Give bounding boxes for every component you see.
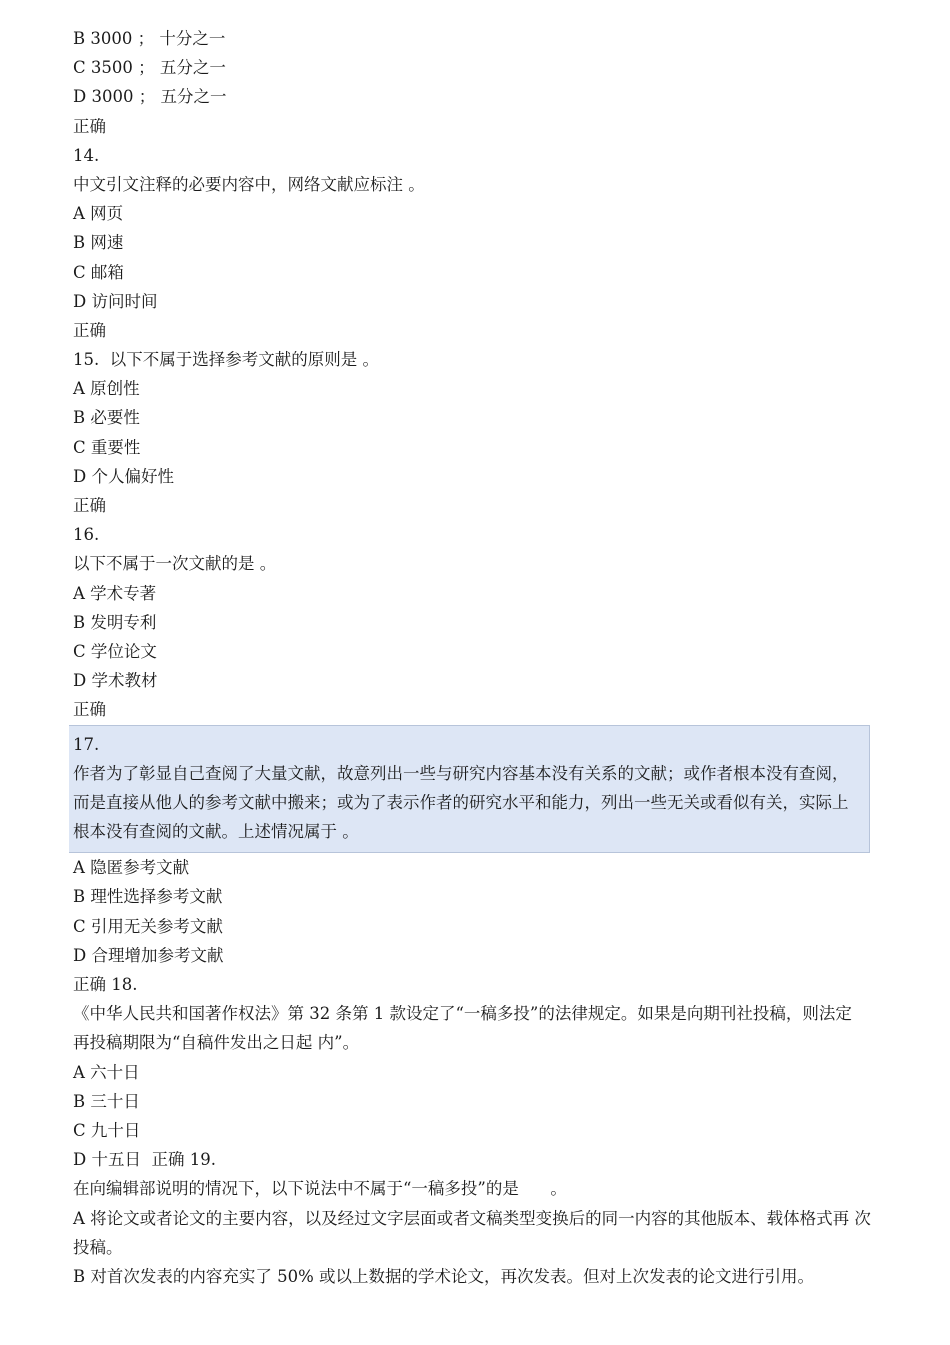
- answer-label: 正确 18.: [73, 975, 138, 995]
- text-line: B 3000 ； 十分之一: [73, 29, 226, 48]
- option-d: D 十五日 正确 19.: [73, 1150, 216, 1170]
- question-text: 以下不属于一次文献的是 。: [73, 554, 277, 574]
- option-a: A 网页: [73, 204, 124, 224]
- question-text: 中文引文注释的必要内容中，网络文献应标注 。: [73, 174, 425, 194]
- option-a: A 原创性: [73, 379, 140, 399]
- option-a: A 学术专著: [73, 583, 157, 603]
- option-a: A 将论文或者论文的主要内容，以及经过文字层面或者文稿类型变换后的同一内容的其他版本、载体格式再 次投稿。: [73, 1208, 871, 1257]
- option-a: A 六十日: [73, 1062, 140, 1082]
- answer-label: 正确: [73, 496, 106, 515]
- option-c: C 九十日: [73, 1121, 141, 1141]
- option-b: B 三十日: [73, 1091, 140, 1111]
- question-text: 15. 以下不属于选择参考文献的原则是 。: [73, 350, 379, 370]
- question-text: 在向编辑部说明的情况下，以下说法中不属于“一稿多投”的是 。: [73, 1179, 567, 1199]
- option-d: D 学术教材: [73, 671, 158, 691]
- option-c: C 重要性: [73, 437, 141, 457]
- option-b: B 发明专利: [73, 612, 157, 632]
- option-c: C 引用无关参考文献: [73, 916, 223, 936]
- option-c: C 邮箱: [73, 262, 124, 282]
- text-line: C 3500 ； 五分之一: [73, 58, 226, 78]
- question-number: 17.: [73, 734, 100, 754]
- text-line: 正确: [73, 116, 106, 136]
- question-number: 16.: [73, 525, 100, 545]
- question-text: 《中华人民共和国著作权法》第 32 条第 1 款设定了“一稿多投”的法律规定。如果是向期刊社投稿，则法定 再投稿期限为“自稿件发出之日起 内”。: [73, 1004, 852, 1053]
- document-page: [73, 24, 873, 1291]
- answer-label: 正确: [73, 320, 106, 340]
- option-d: D 访问时间: [73, 291, 158, 311]
- highlighted-question-17: [69, 725, 870, 854]
- question-number: 14.: [73, 145, 100, 165]
- option-b: B 理性选择参考文献: [73, 887, 223, 907]
- option-c: C 学位论文: [73, 641, 157, 661]
- option-b: B 必要性: [73, 408, 140, 428]
- option-d: D 个人偏好性: [73, 466, 174, 486]
- question-text: 作者为了彰显自己查阅了大量文献，故意列出一些与研究内容基本没有关系的文献；或作者根本没有查阅， 而是直接从他人的参考文献中搬来；或为了表示作者的研究水平和能力，列出一些无关或看似有关，实际上 根本没有查阅的文献。上述情况属于 。: [73, 763, 849, 842]
- answer-label: 正确: [73, 700, 106, 720]
- option-b: B 对首次发表的内容充实了 50% 或以上数据的学术论文，再次发表。但对上次发表的论文进行引用。: [73, 1266, 815, 1286]
- text-line: D 3000 ； 五分之一: [73, 87, 227, 107]
- option-b: B 网速: [73, 233, 124, 253]
- option-d: D 合理增加参考文献: [73, 945, 224, 965]
- option-a: A 隐匿参考文献: [73, 858, 190, 878]
